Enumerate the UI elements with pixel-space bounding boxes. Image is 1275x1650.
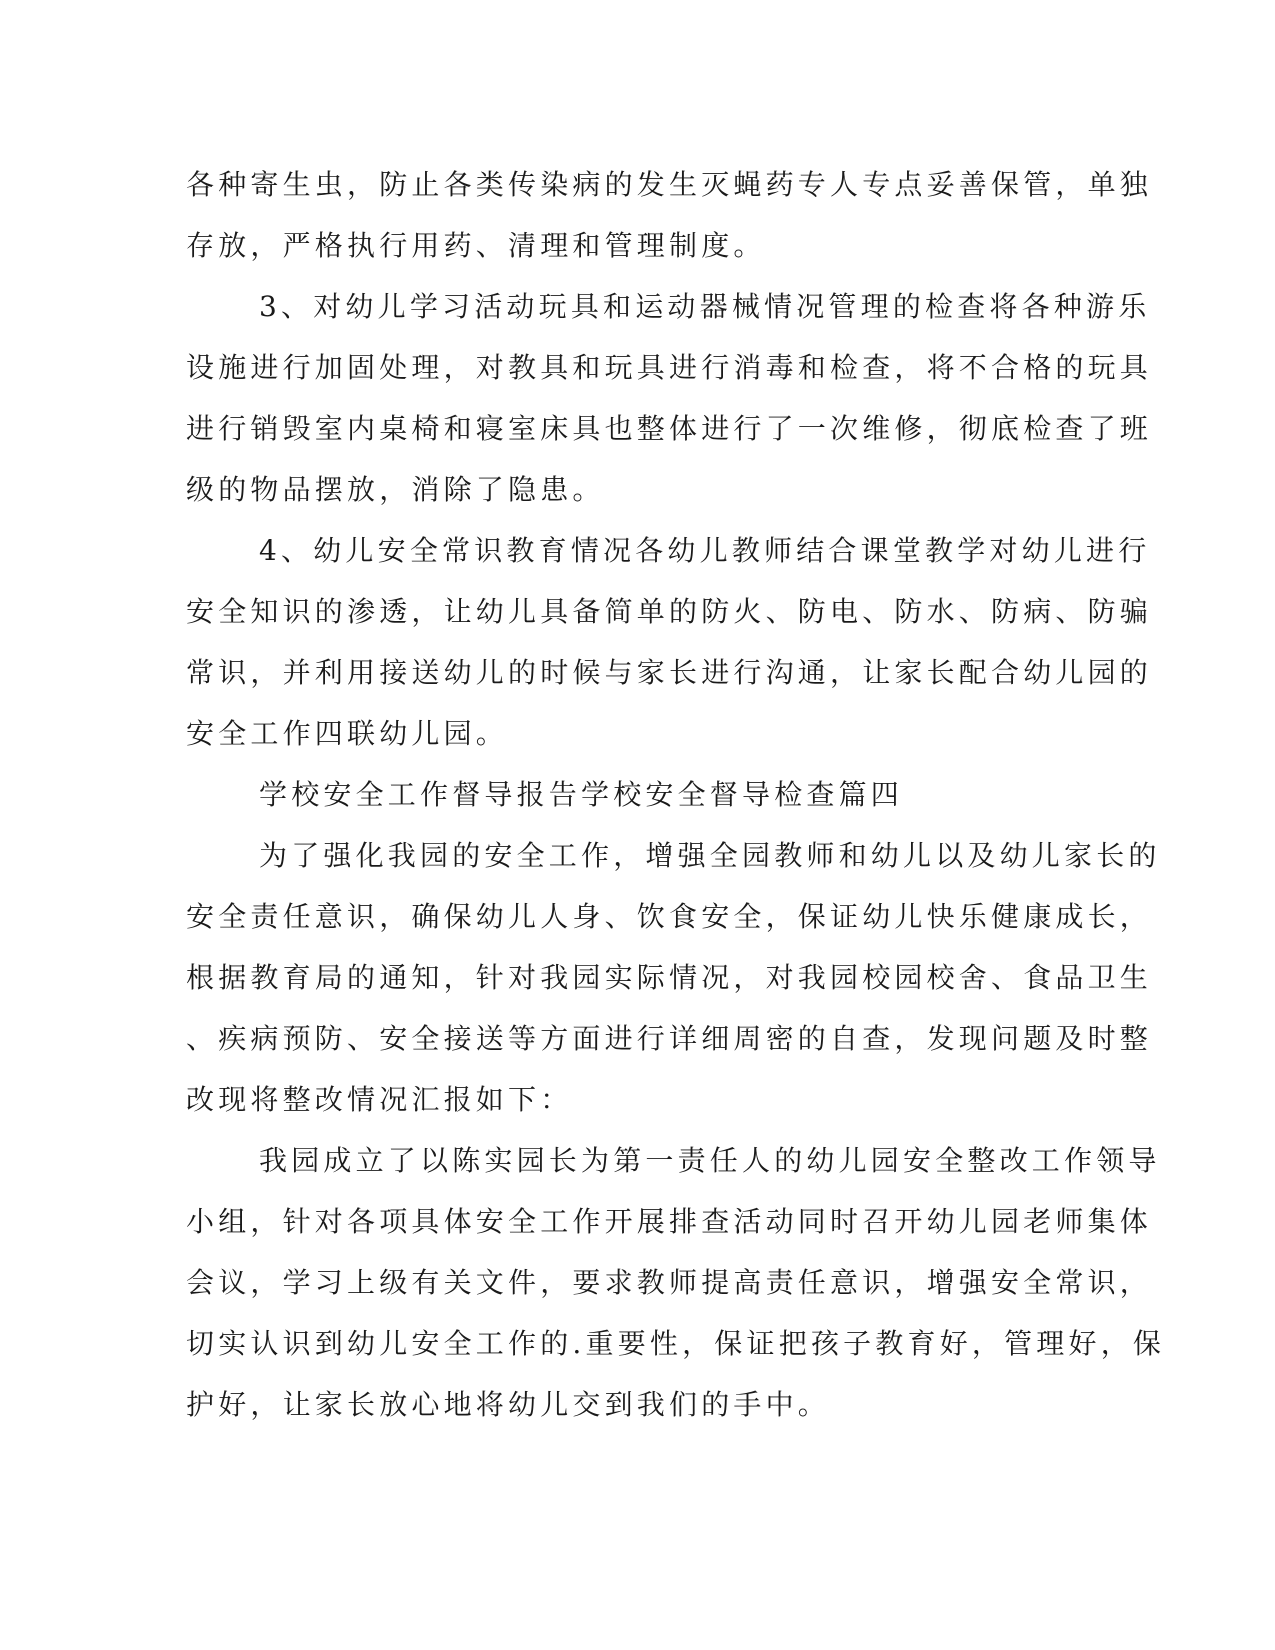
text-line: 各种寄生虫，防止各类传染病的发生灭蝇药专人专点妥善保管，单独 xyxy=(186,168,1153,201)
section-heading: 学校安全工作督导报告学校安全督导检查篇四 xyxy=(259,778,904,811)
text-line: 4、幼儿安全常识教育情况各幼儿教师结合课堂教学对幼儿进行 xyxy=(259,534,1151,567)
text-line: 会议，学习上级有关文件，要求教师提高责任意识，增强安全常识， xyxy=(186,1266,1153,1299)
text-line: 小组，针对各项具体安全工作开展排查活动同时召开幼儿园老师集体 xyxy=(186,1205,1153,1238)
text-line: 、疾病预防、安全接送等方面进行详细周密的自查，发现问题及时整 xyxy=(186,1022,1153,1055)
text-line: 为了强化我园的安全工作，增强全园教师和幼儿以及幼儿家长的 xyxy=(259,839,1161,872)
text-line: 安全工作四联幼儿园。 xyxy=(186,717,509,750)
text-line: 安全责任意识，确保幼儿人身、饮食安全，保证幼儿快乐健康成长， xyxy=(186,900,1153,933)
text-line: 设施进行加固处理，对教具和玩具进行消毒和检查，将不合格的玩具 xyxy=(186,351,1153,384)
text-line: 存放，严格执行用药、清理和管理制度。 xyxy=(186,229,766,262)
text-line: 改现将整改情况汇报如下： xyxy=(186,1083,573,1116)
text-line: 根据教育局的通知，针对我园实际情况，对我园校园校舍、食品卫生 xyxy=(186,961,1153,994)
text-line: 级的物品摆放，消除了隐患。 xyxy=(186,473,605,506)
text-line: 常识，并利用接送幼儿的时候与家长进行沟通，让家长配合幼儿园的 xyxy=(186,656,1153,689)
text-line: 安全知识的渗透，让幼儿具备简单的防火、防电、防水、防病、防骗 xyxy=(186,595,1153,628)
document-body xyxy=(186,154,1166,1435)
text-line: 切实认识到幼儿安全工作的.重要性，保证把孩子教育好，管理好，保 xyxy=(186,1327,1166,1360)
text-line: 进行销毁室内桌椅和寝室床具也整体进行了一次维修，彻底检查了班 xyxy=(186,412,1153,445)
text-line: 我园成立了以陈实园长为第一责任人的幼儿园安全整改工作领导 xyxy=(259,1144,1161,1177)
text-line: 护好，让家长放心地将幼儿交到我们的手中。 xyxy=(186,1388,831,1421)
text-line: 3、对幼儿学习活动玩具和运动器械情况管理的检查将各种游乐 xyxy=(259,290,1151,323)
